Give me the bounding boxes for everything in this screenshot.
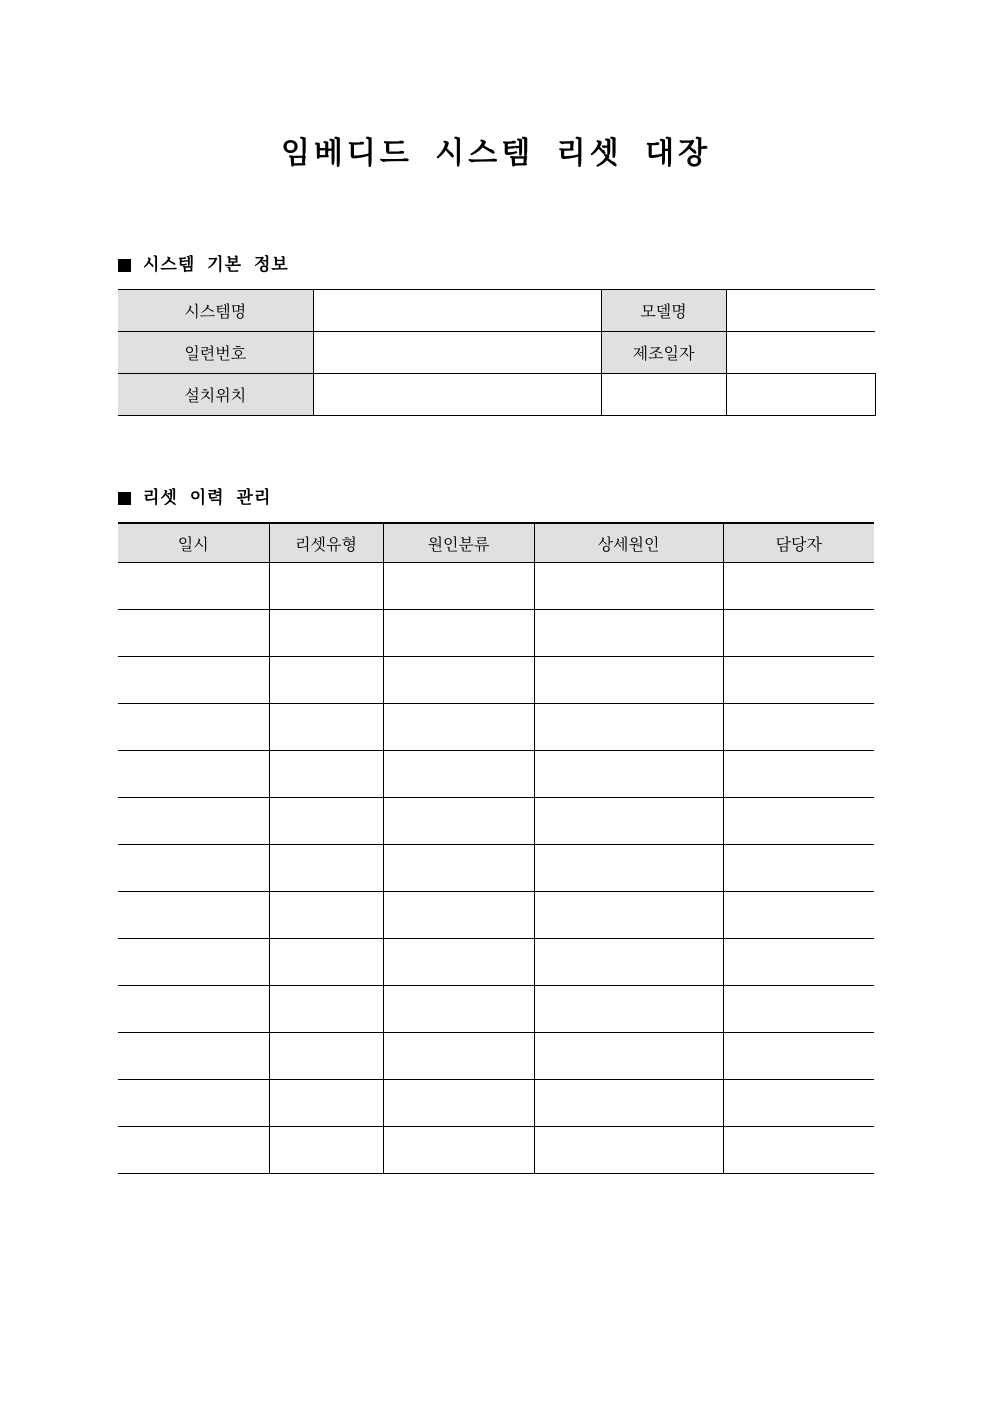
table-row [118,1080,874,1127]
square-bullet-icon [118,492,131,505]
cause-detail-cell[interactable] [534,751,723,798]
basic-info-table [118,289,876,416]
datetime-cell[interactable] [118,798,269,845]
datetime-cell[interactable] [118,1080,269,1127]
cause-category-cell[interactable] [383,798,534,845]
person-in-charge-cell[interactable] [723,1033,874,1080]
serial-number-field[interactable] [313,332,601,374]
install-location-field[interactable] [313,374,601,416]
column-header-person-in-charge: 담당자 [723,523,874,563]
reset-type-cell[interactable] [269,939,383,986]
cause-category-cell[interactable] [383,939,534,986]
reset-history-body [118,563,874,1174]
cause-detail-cell[interactable] [534,563,723,610]
datetime-cell[interactable] [118,986,269,1033]
section-heading-label: 시스템 기본 정보 [143,255,289,275]
square-bullet-icon [118,259,131,272]
reset-type-cell[interactable] [269,1033,383,1080]
section-heading-reset-history [118,486,271,510]
reset-type-cell[interactable] [269,798,383,845]
cause-detail-cell[interactable] [534,845,723,892]
cause-detail-cell[interactable] [534,610,723,657]
empty-cell[interactable] [601,374,726,416]
document-title: 임베디드 시스템 리셋 대장 [280,136,712,171]
person-in-charge-cell[interactable] [723,939,874,986]
table-row [118,845,874,892]
cause-category-cell[interactable] [383,892,534,939]
cause-category-cell[interactable] [383,845,534,892]
person-in-charge-cell[interactable] [723,610,874,657]
datetime-cell[interactable] [118,1127,269,1174]
person-in-charge-cell[interactable] [723,751,874,798]
cause-category-cell[interactable] [383,1033,534,1080]
section-heading-label: 리셋 이력 관리 [143,488,272,508]
system-name-field[interactable] [313,290,601,332]
cause-category-cell[interactable] [383,751,534,798]
datetime-cell[interactable] [118,704,269,751]
model-name-label: 모델명 [601,290,726,332]
person-in-charge-cell[interactable] [723,1080,874,1127]
datetime-cell[interactable] [118,845,269,892]
column-header-cause-category: 원인분류 [383,523,534,563]
person-in-charge-cell[interactable] [723,704,874,751]
person-in-charge-cell[interactable] [723,1127,874,1174]
cause-category-cell[interactable] [383,1080,534,1127]
cause-category-cell[interactable] [383,563,534,610]
cause-detail-cell[interactable] [534,892,723,939]
table-row [118,374,875,416]
reset-type-cell[interactable] [269,751,383,798]
person-in-charge-cell[interactable] [723,563,874,610]
system-name-label: 시스템명 [118,290,313,332]
table-row [118,798,874,845]
table-row [118,704,874,751]
cause-detail-cell[interactable] [534,1033,723,1080]
cause-detail-cell[interactable] [534,939,723,986]
person-in-charge-cell[interactable] [723,798,874,845]
datetime-cell[interactable] [118,563,269,610]
column-header-cause-detail: 상세원인 [534,523,723,563]
cause-category-cell[interactable] [383,610,534,657]
table-row [118,1033,874,1080]
reset-type-cell[interactable] [269,1080,383,1127]
table-row [118,939,874,986]
datetime-cell[interactable] [118,657,269,704]
table-row [118,332,875,374]
reset-type-cell[interactable] [269,657,383,704]
manufacture-date-label: 제조일자 [601,332,726,374]
table-row [118,563,874,610]
table-row [118,1127,874,1174]
cause-detail-cell[interactable] [534,1127,723,1174]
person-in-charge-cell[interactable] [723,657,874,704]
cause-detail-cell[interactable] [534,1080,723,1127]
table-header-row [118,523,874,563]
datetime-cell[interactable] [118,610,269,657]
reset-type-cell[interactable] [269,845,383,892]
empty-cell[interactable] [726,374,875,416]
table-row [118,751,874,798]
install-location-label: 설치위치 [118,374,313,416]
table-row [118,657,874,704]
cause-category-cell[interactable] [383,1127,534,1174]
datetime-cell[interactable] [118,939,269,986]
reset-type-cell[interactable] [269,610,383,657]
reset-history-table [118,522,874,1174]
cause-detail-cell[interactable] [534,798,723,845]
datetime-cell[interactable] [118,892,269,939]
model-name-field[interactable] [726,290,875,332]
reset-type-cell[interactable] [269,986,383,1033]
person-in-charge-cell[interactable] [723,986,874,1033]
cause-category-cell[interactable] [383,986,534,1033]
reset-type-cell[interactable] [269,892,383,939]
serial-number-label: 일련번호 [118,332,313,374]
manufacture-date-field[interactable] [726,332,875,374]
cause-category-cell[interactable] [383,704,534,751]
column-header-reset-type: 리셋유형 [269,523,383,563]
cause-detail-cell[interactable] [534,657,723,704]
cause-category-cell[interactable] [383,657,534,704]
person-in-charge-cell[interactable] [723,845,874,892]
table-row [118,986,874,1033]
person-in-charge-cell[interactable] [723,892,874,939]
cause-detail-cell[interactable] [534,986,723,1033]
datetime-cell[interactable] [118,1033,269,1080]
table-row [118,610,874,657]
section-heading-basic-info [118,253,289,277]
column-header-datetime: 일시 [118,523,269,563]
cause-detail-cell[interactable] [534,704,723,751]
reset-type-cell[interactable] [269,563,383,610]
datetime-cell[interactable] [118,751,269,798]
reset-type-cell[interactable] [269,1127,383,1174]
table-row [118,892,874,939]
reset-type-cell[interactable] [269,704,383,751]
table-row [118,290,875,332]
